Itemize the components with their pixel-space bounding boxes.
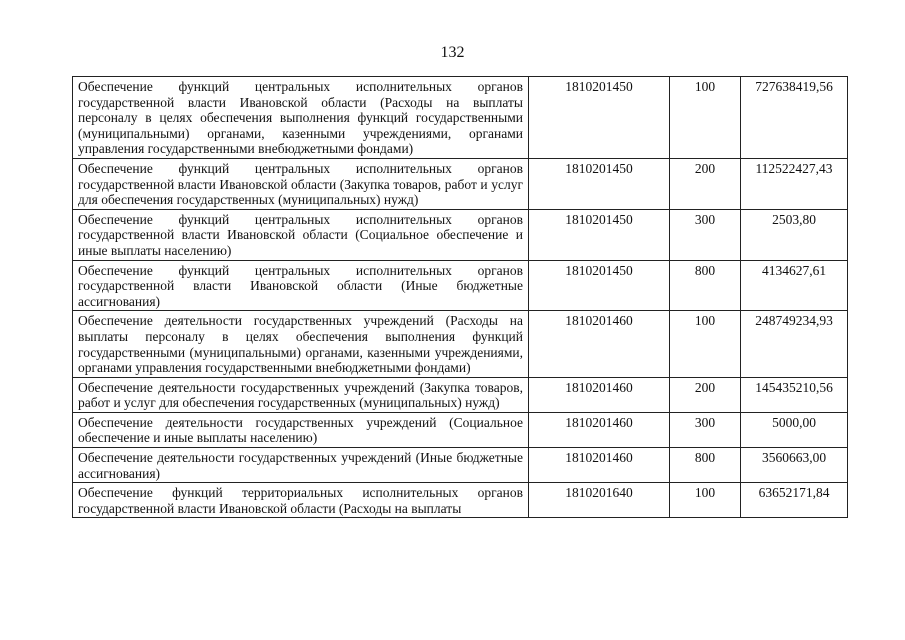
target-code-cell: 1810201460 [529,377,670,412]
table-row [73,483,848,518]
target-code-cell: 1810201450 [529,209,670,260]
expense-name-cell: Обеспечение функций центральных исполнительных органов государственной власти Ивановской области (Иные бюджетные ассигнования) [73,260,529,311]
target-code-cell: 1810201640 [529,483,670,518]
table-row [73,448,848,483]
amount-cell: 2503,80 [741,209,848,260]
page-number: 132 [440,44,465,61]
expense-type-cell: 100 [670,311,741,377]
expense-name-cell: Обеспечение функций центральных исполнительных органов государственной власти Ивановской области (Закупка товаров, работ и услуг для обеспечения государственных (муниципальных) нужд) [73,158,529,209]
budget-table [72,76,848,518]
target-code-cell: 1810201460 [529,412,670,447]
budget-table-body [73,77,848,518]
expense-name-cell: Обеспечение функций центральных исполнительных органов государственной власти Ивановской области (Социальное обеспечение и иные выплаты населению) [73,209,529,260]
expense-type-cell: 300 [670,412,741,447]
amount-cell: 4134627,61 [741,260,848,311]
table-row [73,209,848,260]
target-code-cell: 1810201450 [529,260,670,311]
table-row [73,260,848,311]
table-row [73,377,848,412]
expense-type-cell: 800 [670,260,741,311]
target-code-cell: 1810201460 [529,448,670,483]
expense-name-cell: Обеспечение деятельности государственных учреждений (Иные бюджетные ассигнования) [73,448,529,483]
expense-name-cell: Обеспечение функций центральных исполнительных органов государственной власти Ивановской области (Расходы на выплаты персоналу в целях обеспечения выполнения функций государственными (муниципальными) органами, казенными учреждениями, органами управления государственными внебюджетными фондами) [73,77,529,159]
amount-cell: 63652171,84 [741,483,848,518]
target-code-cell: 1810201450 [529,158,670,209]
amount-cell: 145435210,56 [741,377,848,412]
expense-type-cell: 800 [670,448,741,483]
expense-type-cell: 200 [670,158,741,209]
expense-type-cell: 200 [670,377,741,412]
expense-type-cell: 100 [670,77,741,159]
table-row [73,412,848,447]
amount-cell: 248749234,93 [741,311,848,377]
table-row [73,311,848,377]
expense-name-cell: Обеспечение деятельности государственных учреждений (Закупка товаров, работ и услуг для обеспечения государственных (муниципальных) нужд) [73,377,529,412]
expense-type-cell: 100 [670,483,741,518]
target-code-cell: 1810201450 [529,77,670,159]
expense-name-cell: Обеспечение функций территориальных исполнительных органов государственной власти Ивановской области (Расходы на выплаты [73,483,529,518]
expense-name-cell: Обеспечение деятельности государственных учреждений (Социальное обеспечение и иные выплаты населению) [73,412,529,447]
amount-cell: 727638419,56 [741,77,848,159]
expense-name-cell: Обеспечение деятельности государственных учреждений (Расходы на выплаты персоналу в целях обеспечения выполнения функций государственными (муниципальными) органами, казенными учреждениями, органами управления государственными внебюджетными фондами) [73,311,529,377]
table-row [73,77,848,159]
target-code-cell: 1810201460 [529,311,670,377]
expense-type-cell: 300 [670,209,741,260]
table-row [73,158,848,209]
amount-cell: 112522427,43 [741,158,848,209]
amount-cell: 3560663,00 [741,448,848,483]
amount-cell: 5000,00 [741,412,848,447]
